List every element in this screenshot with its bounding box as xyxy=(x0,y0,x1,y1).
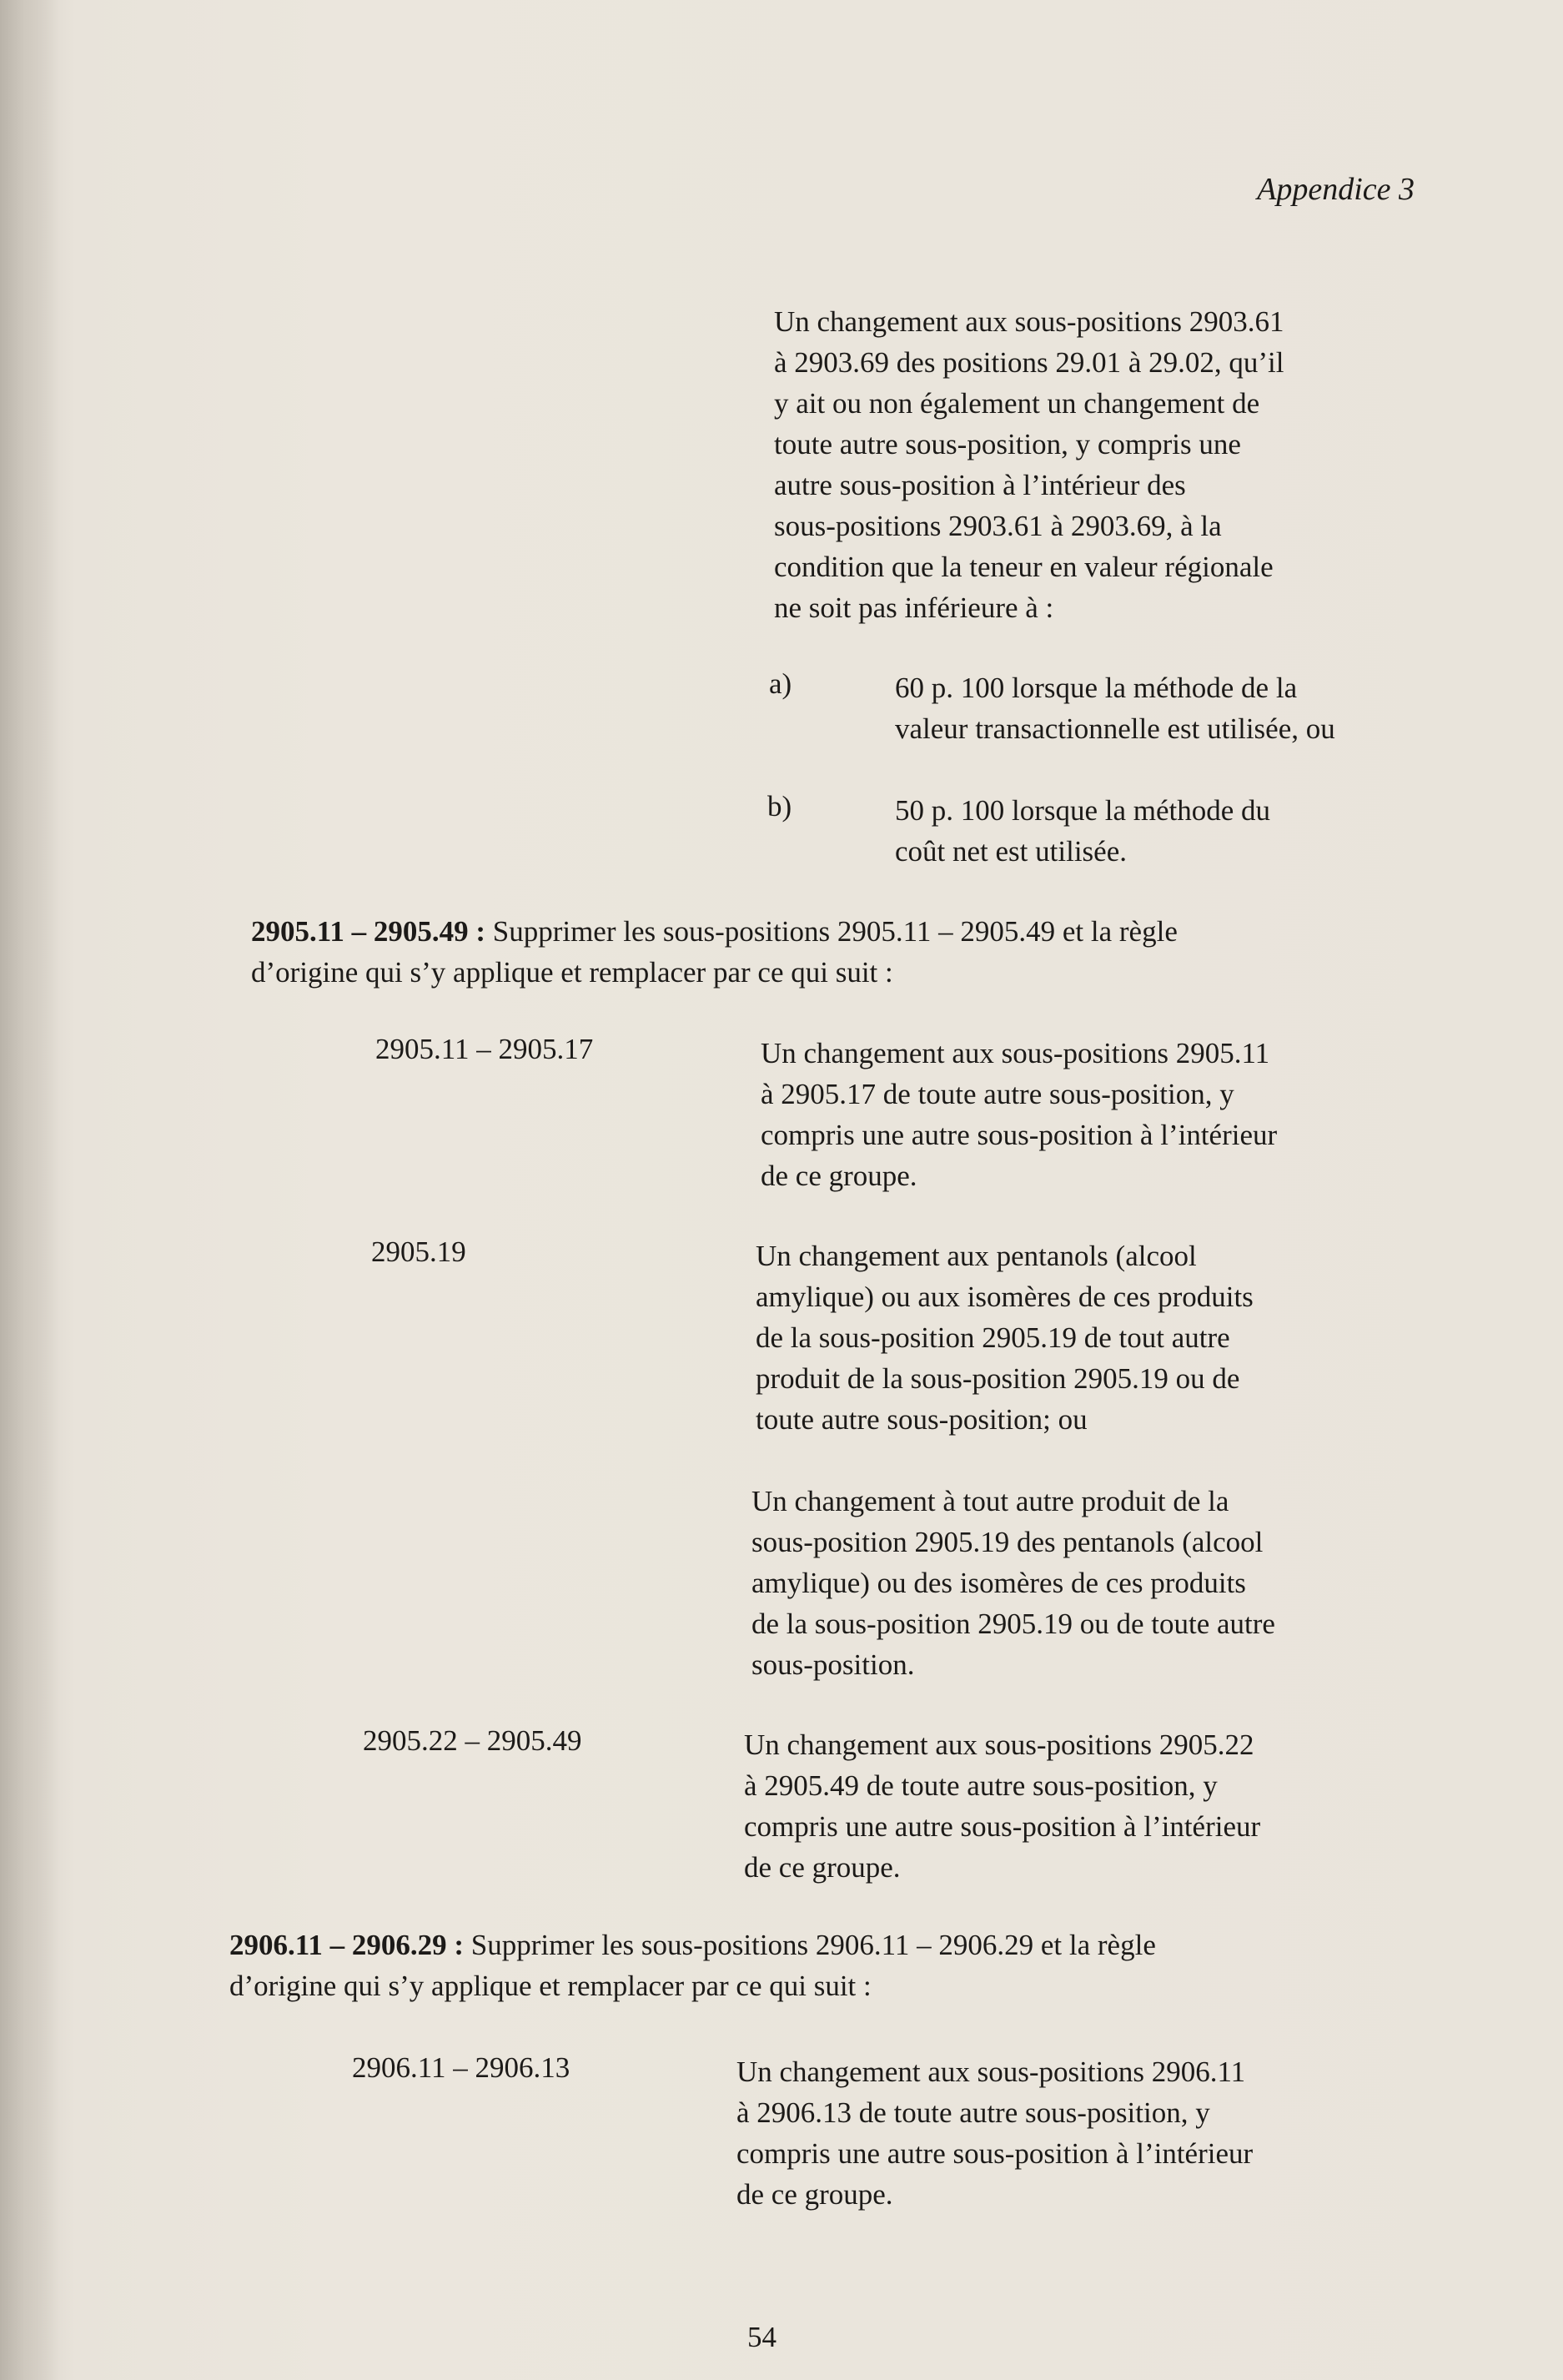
text-line: amylique) ou des isomères de ces produits xyxy=(751,1567,1246,1599)
text-line: coût net est utilisée. xyxy=(895,835,1127,868)
section-heading-2906 xyxy=(229,1925,1156,2006)
heading-line xyxy=(251,911,1178,952)
text-line: compris une autre sous-position à l’intérieur xyxy=(736,2137,1254,2170)
text-line: Un changement aux sous-positions 2905.11 xyxy=(761,1037,1270,1069)
text-line: valeur transactionnelle est utilisée, ou xyxy=(895,712,1335,745)
text-line: amylique) ou aux isomères de ces produits xyxy=(756,1281,1254,1313)
text-line: à 2906.13 de toute autre sous-position, y xyxy=(736,2096,1210,2129)
text-line: Un changement aux sous-positions 2906.11 xyxy=(736,2055,1246,2088)
text-line: condition que la teneur en valeur régionale xyxy=(774,551,1274,583)
text-line: de la sous-position 2905.19 ou de toute autre xyxy=(751,1608,1275,1640)
heading-text: Supprimer les sous-positions 2905.11 – 2905.49 et la règle xyxy=(485,915,1178,948)
heading-line: d’origine qui s’y applique et remplacer par ce qui suit : xyxy=(229,1970,872,2002)
text-line: à 2905.49 de toute autre sous-position, y xyxy=(744,1769,1218,1802)
rule-text xyxy=(736,2051,1253,2215)
text-line: toute autre sous-position; ou xyxy=(756,1403,1088,1436)
text-line: autre sous-position à l’intérieur des xyxy=(774,469,1186,501)
rule-text xyxy=(756,1235,1254,1440)
text-line: toute autre sous-position, y compris une xyxy=(774,428,1241,460)
text-line: Un changement aux pentanols (alcool xyxy=(756,1240,1197,1272)
rule-text xyxy=(744,1724,1260,1888)
heading-line: d’origine qui s’y applique et remplacer par ce qui suit : xyxy=(251,956,893,989)
heading-text: Supprimer les sous-positions 2906.11 – 2906.29 et la règle xyxy=(463,1929,1156,1961)
rule-code: 2906.11 – 2906.13 xyxy=(352,2051,570,2084)
rule-text xyxy=(761,1033,1277,1196)
heading-line xyxy=(229,1925,1156,1965)
text-line: y ait ou non également un changement de xyxy=(774,387,1260,420)
intro-paragraph xyxy=(774,301,1284,628)
text-line: de la sous-position 2905.19 de tout autre xyxy=(756,1321,1230,1354)
item-b-text xyxy=(895,790,1270,872)
text-line: sous-position. xyxy=(751,1648,915,1681)
item-letter-b: b) xyxy=(767,790,792,823)
text-line: à 2903.69 des positions 29.01 à 29.02, qu’il xyxy=(774,346,1284,379)
book-gutter xyxy=(0,0,58,2380)
text-line: de ce groupe. xyxy=(744,1851,901,1884)
text-line: Un changement à tout autre produit de la xyxy=(751,1485,1229,1517)
item-letter-a: a) xyxy=(769,667,792,700)
text-line: produit de la sous-position 2905.19 ou de xyxy=(756,1362,1240,1395)
text-line: à 2905.17 de toute autre sous-position, y xyxy=(761,1078,1234,1110)
text-line: sous-positions 2903.61 à 2903.69, à la xyxy=(774,510,1222,542)
text-line: Un changement aux sous-positions 2905.22 xyxy=(744,1728,1254,1761)
rule-code: 2905.22 – 2905.49 xyxy=(363,1724,582,1757)
heading-code: 2906.11 – 2906.29 : xyxy=(229,1929,464,1961)
text-line: 60 p. 100 lorsque la méthode de la xyxy=(895,672,1298,704)
page-number: 54 xyxy=(747,2321,776,2353)
page-header: Appendice 3 xyxy=(1257,172,1415,207)
rule-code: 2905.19 xyxy=(371,1235,466,1268)
item-a-text xyxy=(895,667,1335,749)
text-line: sous-position 2905.19 des pentanols (alcool xyxy=(751,1526,1264,1558)
text-line: compris une autre sous-position à l’intérieur xyxy=(761,1119,1278,1151)
text-line: compris une autre sous-position à l’intérieur xyxy=(744,1810,1261,1843)
text-line: de ce groupe. xyxy=(761,1160,917,1192)
rule-text-alternative xyxy=(751,1481,1275,1685)
rule-code: 2905.11 – 2905.17 xyxy=(375,1033,594,1065)
text-line: 50 p. 100 lorsque la méthode du xyxy=(895,794,1271,827)
section-heading-2905 xyxy=(251,911,1178,993)
text-line: de ce groupe. xyxy=(736,2178,893,2211)
heading-code: 2905.11 – 2905.49 : xyxy=(251,915,485,948)
text-line: ne soit pas inférieure à : xyxy=(774,591,1054,624)
text-line: Un changement aux sous-positions 2903.61 xyxy=(774,305,1284,338)
